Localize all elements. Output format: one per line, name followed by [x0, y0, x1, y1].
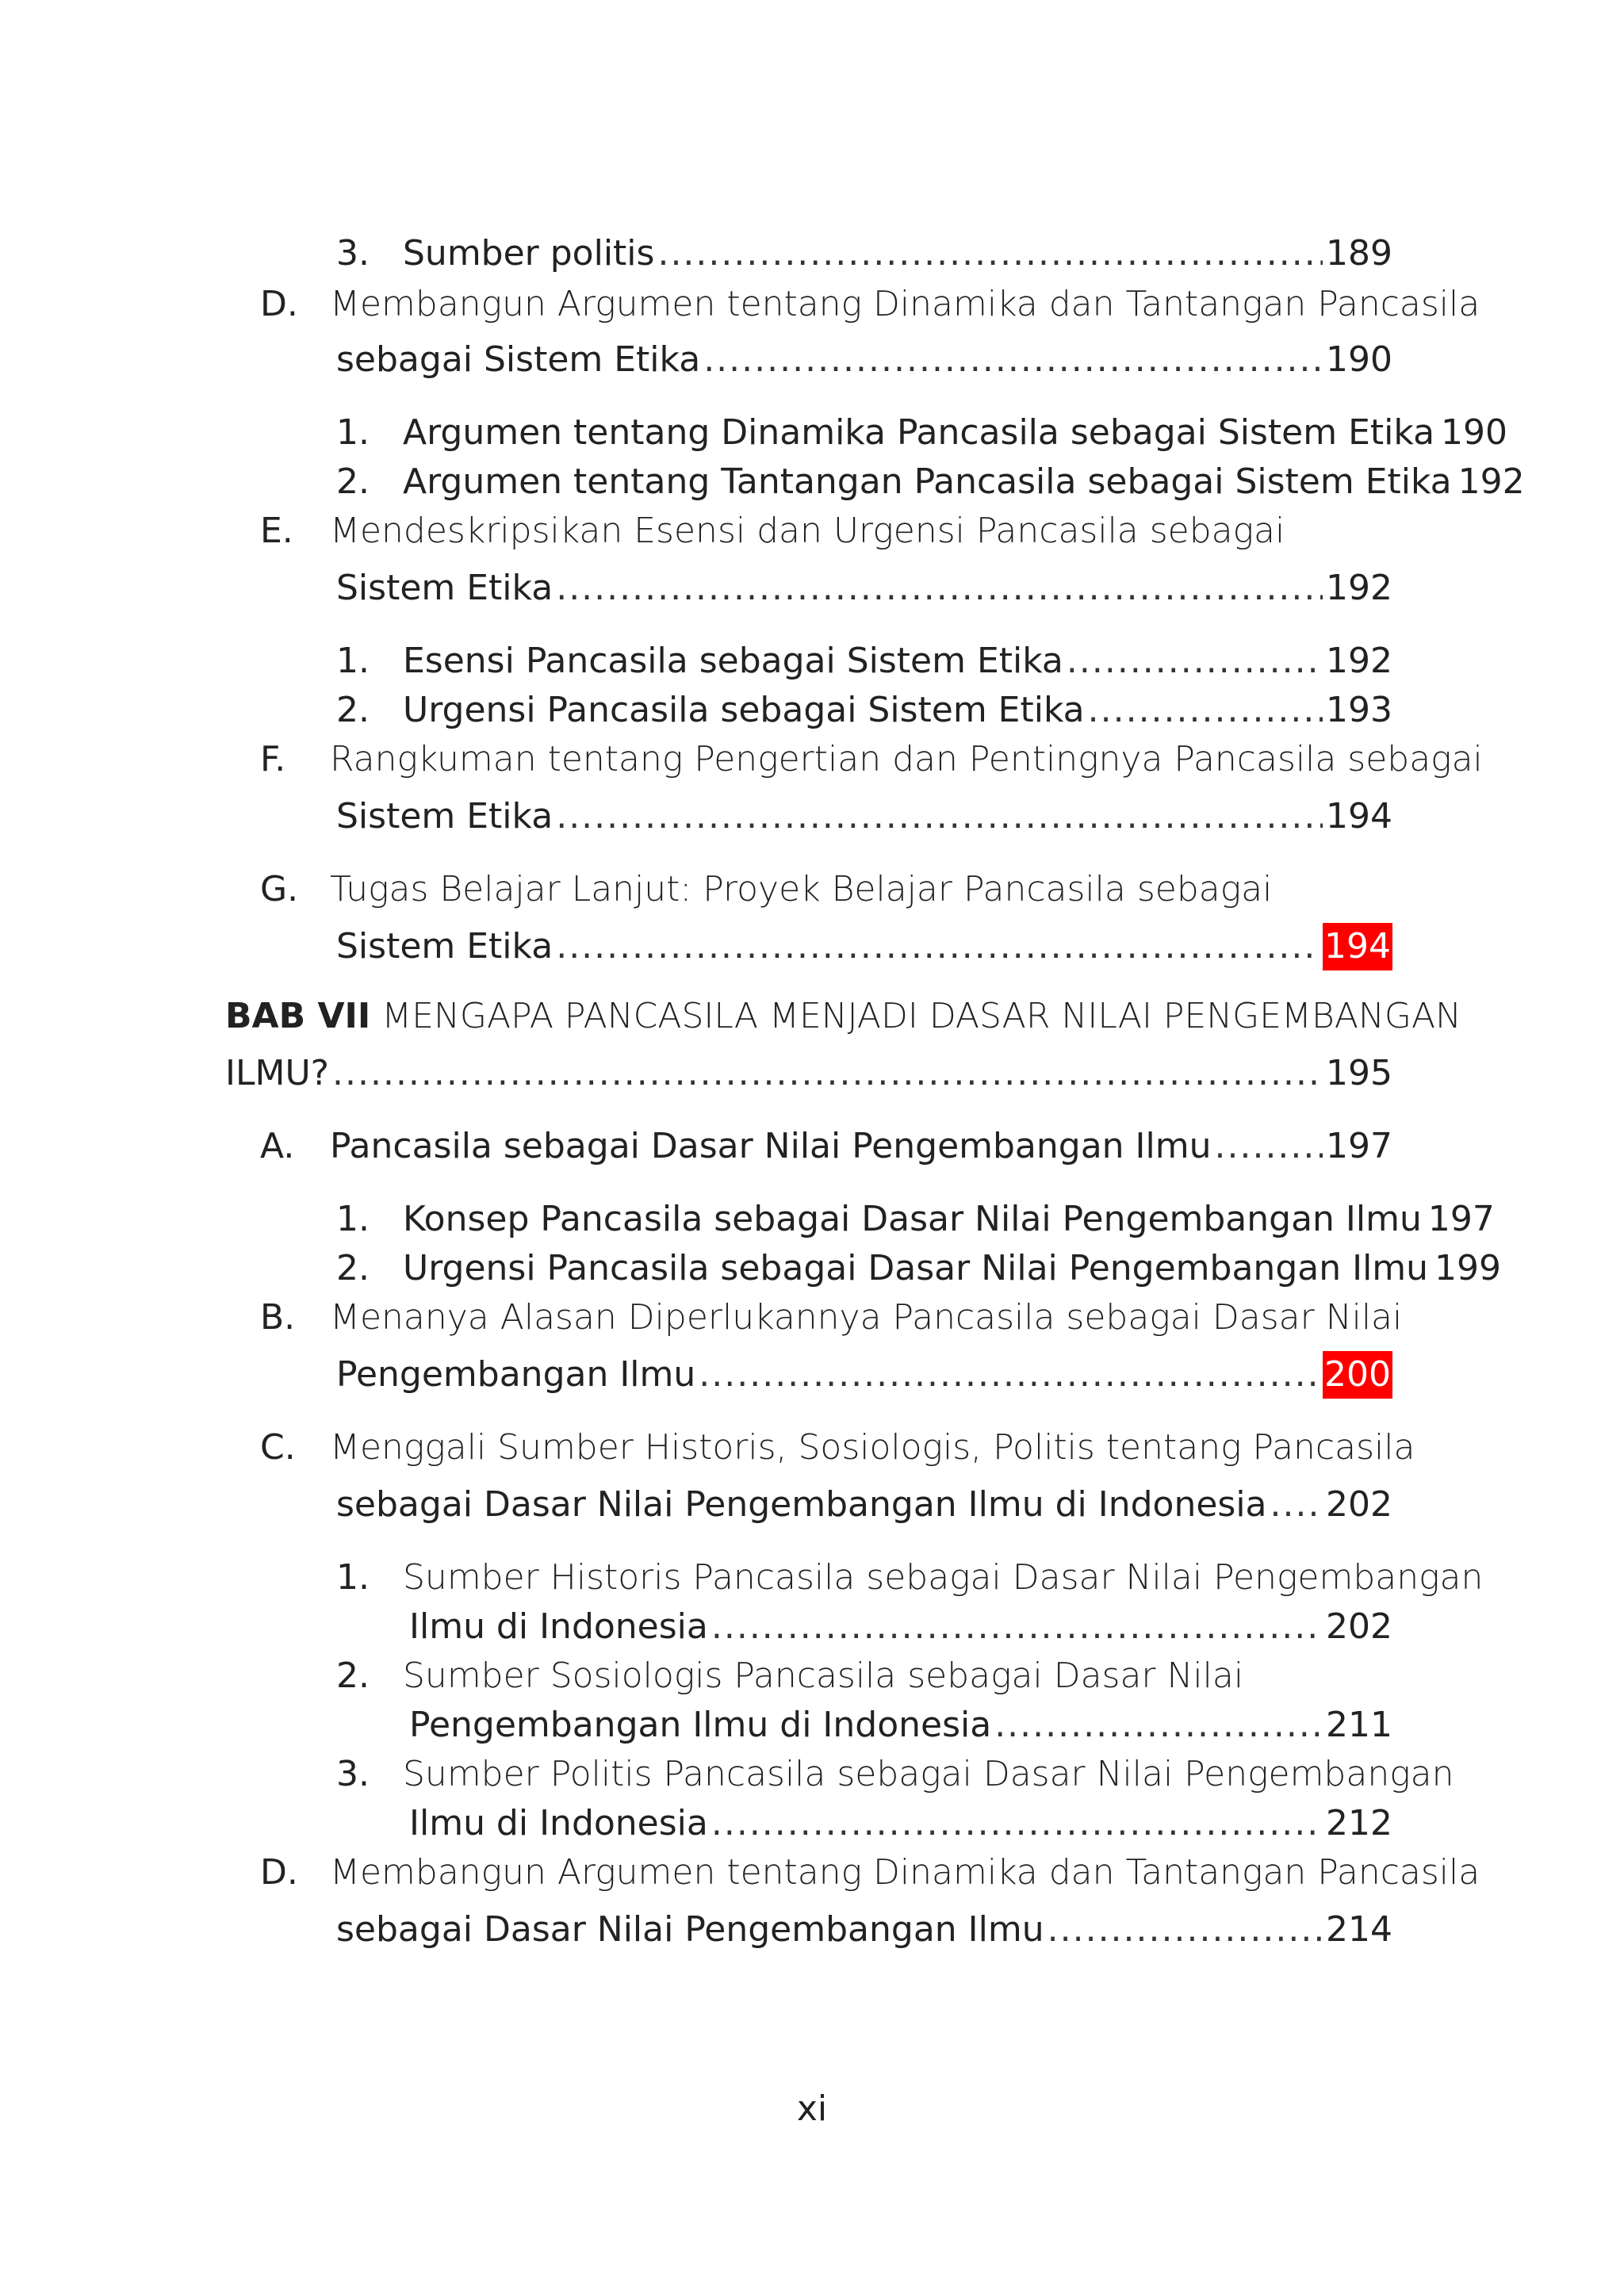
toc-entry-title: Menanya Alasan Diperlukannya Pancasila sebagai Dasar Nilai — [330, 1297, 1403, 1338]
dot-leader — [1215, 1123, 1323, 1170]
toc-entry-title: Pancasila sebagai Dasar Nilai Pengembangan Ilmu — [330, 1126, 1212, 1166]
dot-leader — [1067, 637, 1323, 685]
toc-entry-title: Sistem Etika — [336, 926, 553, 967]
chapter-label: BAB VII — [225, 996, 371, 1036]
toc-entry-title: Sistem Etika — [336, 568, 553, 608]
toc-entry-title: Pengembangan Ilmu di Indonesia — [409, 1705, 992, 1745]
toc-entry[interactable] — [336, 1351, 1392, 1399]
toc-page-number: 214 — [1326, 1909, 1392, 1950]
toc-entry[interactable] — [336, 793, 1392, 840]
toc-entry-title: Urgensi Pancasila sebagai Dasar Nilai Pengembangan Ilmu — [403, 1248, 1429, 1288]
toc-entry-title: Sumber Sosiologis Pancasila sebagai Dasar Nilai — [403, 1656, 1244, 1696]
toc-entry-title: Sumber Historis Pancasila sebagai Dasar Nilai Pengembangan — [403, 1557, 1484, 1598]
dot-leader — [1088, 687, 1323, 734]
toc-entry[interactable] — [336, 1906, 1392, 1954]
toc-entry[interactable] — [403, 458, 1525, 506]
toc-page-number: 195 — [1326, 1053, 1392, 1093]
toc-entry-title: Esensi Pancasila sebagai Sistem Etika — [403, 641, 1063, 681]
toc-page-number: 190 — [1326, 339, 1392, 380]
toc-item-number: 1. — [336, 641, 370, 681]
page-number-footer: xi — [796, 2088, 828, 2129]
toc-entry[interactable] — [336, 1481, 1392, 1529]
toc-entry[interactable] — [409, 1702, 1392, 1749]
toc-entry-title: Urgensi Pancasila sebagai Sistem Etika — [403, 690, 1085, 730]
toc-section-letter: D. — [260, 1852, 298, 1893]
toc-page-number: 190 — [1441, 412, 1508, 453]
toc-section-letter: D. — [260, 284, 298, 324]
toc-item-number: 2. — [336, 690, 370, 730]
toc-entry[interactable] — [336, 923, 1392, 970]
toc-entry-title: Argumen tentang Dinamika Pancasila sebagai Sistem Etika — [403, 412, 1435, 453]
toc-page-number: 193 — [1326, 690, 1392, 730]
toc-entry-title: Argumen tentang Tantangan Pancasila sebagai Sistem Etika — [403, 461, 1452, 502]
chapter-heading — [225, 993, 1461, 1040]
toc-section-letter: E. — [260, 511, 293, 551]
toc-item-number: 3. — [336, 233, 370, 274]
toc-entry-title: Pengembangan Ilmu — [336, 1354, 696, 1395]
toc-entry-title: sebagai Sistem Etika — [336, 339, 701, 380]
toc-page-number: 192 — [1326, 568, 1392, 608]
dot-leader — [994, 1702, 1323, 1749]
toc-section-letter: G. — [260, 869, 299, 909]
dot-leader — [556, 565, 1323, 612]
dot-leader — [699, 1351, 1320, 1399]
toc-item-number: 1. — [336, 412, 370, 453]
toc-page-number: 197 — [1326, 1126, 1392, 1166]
dot-leader — [711, 1800, 1323, 1847]
toc-entry-title: sebagai Dasar Nilai Pengembangan Ilmu di Indonesia — [336, 1484, 1267, 1525]
dot-leader — [556, 793, 1323, 840]
dot-leader — [711, 1603, 1323, 1651]
chapter-title: MENGAPA PANCASILA MENJADI DASAR NILAI PENGEMBANGAN — [381, 996, 1461, 1036]
toc-page-number: 192 — [1457, 461, 1525, 502]
toc-page-number-highlighted: 200 — [1323, 1351, 1392, 1399]
toc-section-letter: A. — [260, 1126, 295, 1166]
toc-entry-title: Sumber politis — [403, 233, 655, 274]
toc-entry[interactable] — [225, 1050, 1392, 1097]
toc-entry[interactable] — [403, 409, 1508, 457]
toc-entry-title: sebagai Dasar Nilai Pengembangan Ilmu — [336, 1909, 1044, 1950]
toc-entry-title: Membangun Argumen tentang Dinamika dan Tantangan Pancasila — [330, 284, 1480, 324]
toc-entry-title: Tugas Belajar Lanjut: Proyek Belajar Pancasila sebagai — [330, 869, 1273, 909]
toc-page-number: 202 — [1326, 1484, 1392, 1525]
toc-entry[interactable] — [403, 637, 1392, 685]
toc-page-number: 197 — [1427, 1199, 1495, 1239]
toc-item-number: 1. — [336, 1199, 370, 1239]
toc-item-number: 2. — [336, 1656, 370, 1696]
toc-item-number: 2. — [336, 461, 370, 502]
toc-entry-title: Ilmu di Indonesia — [409, 1606, 708, 1647]
toc-entry[interactable] — [403, 230, 1392, 278]
dot-leader — [657, 230, 1323, 278]
toc-entry[interactable] — [330, 1123, 1392, 1170]
toc-entry-title: Ilmu di Indonesia — [409, 1803, 708, 1843]
toc-section-letter: C. — [260, 1427, 296, 1468]
toc-page-number: 189 — [1326, 233, 1392, 274]
toc-entry[interactable] — [403, 1196, 1495, 1243]
dot-leader — [332, 1050, 1323, 1097]
toc-page-number: 192 — [1326, 641, 1392, 681]
toc-section-letter: F. — [260, 739, 286, 779]
toc-entry-title: ILMU? — [225, 1053, 330, 1093]
toc-item-number: 3. — [336, 1754, 370, 1794]
toc-entry[interactable] — [409, 1603, 1392, 1651]
toc-page-number: 194 — [1326, 796, 1392, 836]
dot-leader — [1270, 1481, 1323, 1529]
toc-page-number-highlighted: 194 — [1323, 923, 1392, 970]
toc-page-number: 212 — [1326, 1803, 1392, 1843]
dot-leader — [1048, 1906, 1323, 1954]
toc-item-number: 2. — [336, 1248, 370, 1288]
toc-entry-title: Sumber Politis Pancasila sebagai Dasar Nilai Pengembangan — [403, 1754, 1454, 1794]
toc-entry[interactable] — [403, 1245, 1502, 1292]
toc-page-number: 211 — [1326, 1705, 1392, 1745]
toc-entry-title: Menggali Sumber Historis, Sosiologis, Politis tentang Pancasila — [330, 1427, 1415, 1468]
toc-entry-title: Rangkuman tentang Pengertian dan Pentingnya Pancasila sebagai — [330, 739, 1483, 779]
toc-entry[interactable] — [336, 336, 1392, 384]
toc-item-number: 1. — [336, 1557, 370, 1598]
toc-page-number: 202 — [1326, 1606, 1392, 1647]
toc-entry[interactable] — [403, 687, 1392, 734]
toc-entry-title: Konsep Pancasila sebagai Dasar Nilai Pengembangan Ilmu — [403, 1199, 1422, 1239]
toc-entry[interactable] — [336, 565, 1392, 612]
toc-entry-title: Sistem Etika — [336, 796, 553, 836]
toc-page-number: 199 — [1434, 1248, 1502, 1288]
toc-entry[interactable] — [409, 1800, 1392, 1847]
dot-leader — [556, 923, 1320, 970]
toc-entry-title: Mendeskripsikan Esensi dan Urgensi Pancasila sebagai — [330, 511, 1285, 551]
dot-leader — [703, 336, 1323, 384]
toc-entry-title: Membangun Argumen tentang Dinamika dan Tantangan Pancasila — [330, 1852, 1480, 1893]
toc-section-letter: B. — [260, 1297, 296, 1338]
